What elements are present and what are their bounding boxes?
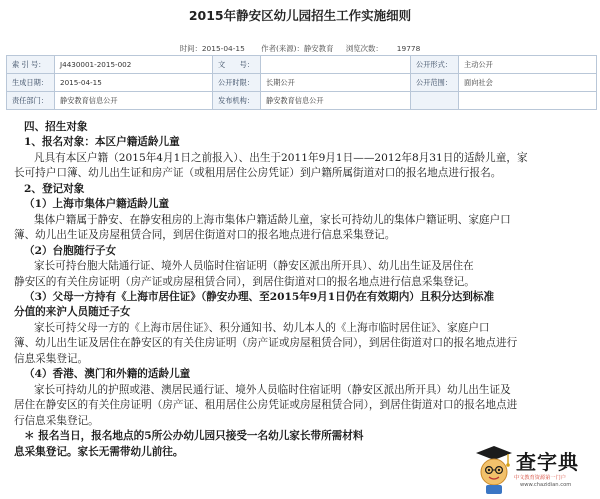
publisher-label: 发布机构： — [213, 92, 261, 110]
index-number-value: J4430001-2015-002 — [55, 56, 213, 74]
responsible-dept-label: 责任部门： — [7, 92, 55, 110]
info-row — [7, 74, 597, 92]
doc-number-label: 文 号： — [213, 56, 261, 74]
publicity-form-label: 公开形式： — [411, 56, 459, 74]
item-heading: （3）父母一方持有《上海市居住证》（静安办理、至2015年9月1日仍在有效期内）且积分达到标准 — [24, 290, 495, 303]
note-line: ＊ 报名当日，报名地点的5所公办幼儿园只接受一名幼儿家长带所需材料 — [24, 430, 364, 443]
item-heading: （4）香港、澳门和外籍的适龄儿童 — [24, 368, 191, 381]
info-table — [6, 55, 597, 110]
item-heading: （1）上海市集体户籍适龄儿童 — [24, 198, 170, 211]
index-number-label: 索 引 号： — [7, 56, 55, 74]
publicity-scope-value: 面向社会 — [459, 74, 597, 92]
article-body — [14, 120, 594, 460]
paragraph-line: 家长可持幼儿的护照或港、澳居民通行证、境外人员临时住宿证明（静安区派出所开具）幼儿出生证及 — [34, 383, 511, 396]
subsection-heading: 1、报名对象：本区户籍适龄儿童 — [24, 136, 180, 149]
paragraph-line: 静安区的有关住房证明（房产证或房屋租赁合同），到居住街道对口的报名地点进行信息采集登记。 — [14, 275, 475, 288]
view-count-label: 浏览次数： — [345, 44, 383, 53]
paragraph-line: 簿、幼儿出生证及居住在静安区的有关住房证明（房产证或房屋租赁合同），到居住街道对口的报名地点进行 — [14, 337, 518, 350]
section-heading: 四、招生对象 — [24, 121, 88, 133]
publish-time: 时间：2015-04-15 — [179, 44, 245, 53]
paragraph-line: 集体户籍属于静安、在静安租房的上海市集体户籍适龄儿童，家长可持幼儿的集体户籍证明、家庭户口 — [34, 213, 511, 226]
logo-url: www.chazidian.com — [520, 482, 572, 488]
paragraph-line: 居住在静安区的有关住房证明（房产证、租用居住公房凭证或房屋租赁合同），到居住街道对口的报名地点进 — [14, 399, 518, 412]
paragraph-line: 凡具有本区户籍（2015年4月1日之前报入）、出生于2011年9月1日——2012年8月31日的适龄儿童，家 — [34, 151, 528, 164]
subsection-heading: 2、登记对象 — [24, 182, 85, 195]
paragraph-line: 信息采集登记。 — [14, 352, 89, 365]
paragraph-line: 行信息采集登记。 — [14, 414, 99, 427]
info-row — [7, 92, 597, 110]
author-source: 作者(来源)：静安教育 — [261, 44, 334, 53]
created-date-label: 生成日期： — [7, 74, 55, 92]
responsible-dept-value: 静安教育信息公开 — [55, 92, 213, 110]
info-row — [7, 56, 597, 74]
publicity-form-value: 主动公开 — [459, 56, 597, 74]
publicity-period-value: 长期公开 — [261, 74, 411, 92]
publicity-period-label: 公开时限： — [213, 74, 261, 92]
scholar-mascot-icon — [474, 444, 514, 496]
article-meta — [0, 43, 600, 54]
paragraph-line: 家长可持父母一方的《上海市居住证》、积分通知书、幼儿本人的《上海市临时居住证》、家庭户口 — [34, 321, 490, 334]
empty-cell — [459, 92, 597, 110]
paragraph-line: 簿、幼儿出生证及房屋租赁合同，到居住街道对口的报名地点进行信息采集登记。 — [14, 229, 396, 242]
item-heading: （2）台胞随行子女 — [24, 244, 117, 257]
site-logo — [470, 444, 596, 496]
item-heading: 分值的来沪人员随迁子女 — [14, 306, 131, 319]
publisher-value: 静安教育信息公开 — [261, 92, 411, 110]
page-title: 2015年静安区幼儿园招生工作实施细则 — [188, 8, 412, 23]
doc-number-value — [261, 56, 411, 74]
publicity-scope-label: 公开范围： — [411, 74, 459, 92]
note-line: 息采集登记。家长无需带幼儿前往。 — [14, 445, 184, 458]
paragraph-line: 家长可持台胞大陆通行证、境外人员临时住宿证明（静安区派出所开具）、幼儿出生证及居住在 — [34, 260, 474, 273]
logo-subtitle: 中文教育资源第一门户 — [514, 475, 566, 481]
view-count-value: 19778 — [396, 44, 421, 53]
created-date-value: 2015-04-15 — [55, 74, 213, 92]
paragraph-line: 长可持户口簿、幼儿出生证和房产证（或租用居住公房凭证）到户籍所属街道对口的报名地点进行报名。 — [14, 167, 502, 180]
empty-cell — [411, 92, 459, 110]
logo-name: 查字典 — [516, 450, 579, 474]
